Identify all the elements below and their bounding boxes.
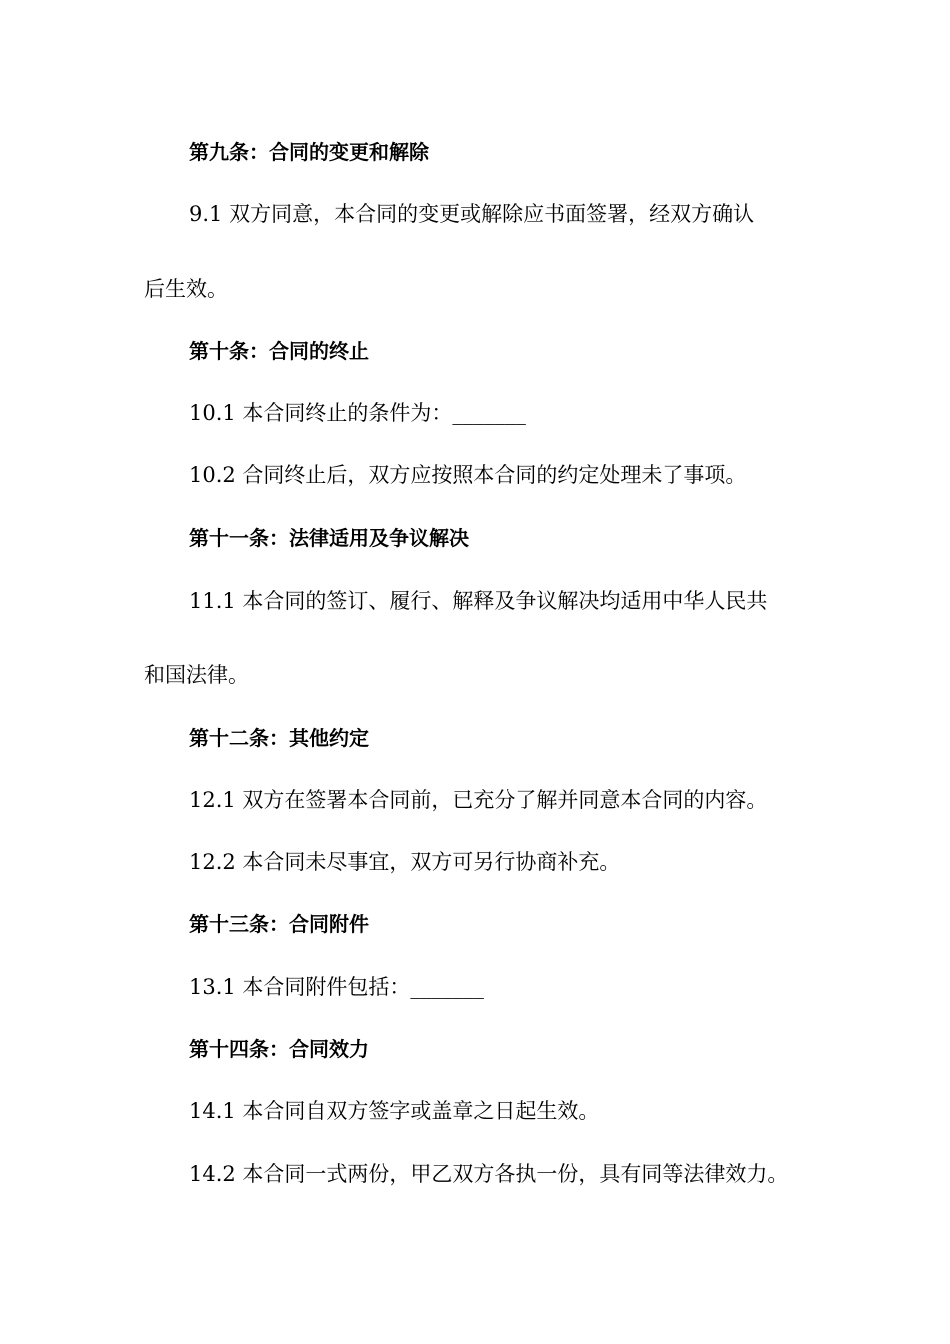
clause-11-1-line1: 11.1 本合同的签订、履行、解释及争议解决均适用中华人民共 <box>189 589 768 613</box>
section-heading-11: 第十一条：法律适用及争议解决 <box>189 526 469 550</box>
clause-12-1: 12.1 双方在签署本合同前，已充分了解并同意本合同的内容。 <box>189 788 768 812</box>
clause-14-1: 14.1 本合同自双方签字或盖章之日起生效。 <box>189 1099 600 1123</box>
clause-13-1: 13.1 本合同附件包括：_______ <box>189 975 484 999</box>
clause-10-2: 10.2 合同终止后，双方应按照本合同的约定处理未了事项。 <box>189 463 747 487</box>
clause-11-1-line2: 和国法律。 <box>144 663 249 687</box>
section-heading-10: 第十条：合同的终止 <box>189 339 369 363</box>
clause-9-1-line1: 9.1 双方同意，本合同的变更或解除应书面签署，经双方确认 <box>189 202 755 226</box>
section-heading-14: 第十四条：合同效力 <box>189 1037 369 1061</box>
section-heading-12: 第十二条：其他约定 <box>189 726 369 750</box>
section-heading-13: 第十三条：合同附件 <box>189 912 369 936</box>
clause-9-1-line2: 后生效。 <box>144 277 228 301</box>
clause-10-1: 10.1 本合同终止的条件为：_______ <box>189 401 526 425</box>
clause-14-2: 14.2 本合同一式两份，甲乙双方各执一份，具有同等法律效力。 <box>189 1162 789 1186</box>
section-heading-9: 第九条：合同的变更和解除 <box>189 140 429 164</box>
clause-12-2: 12.2 本合同未尽事宜，双方可另行协商补充。 <box>189 850 621 874</box>
